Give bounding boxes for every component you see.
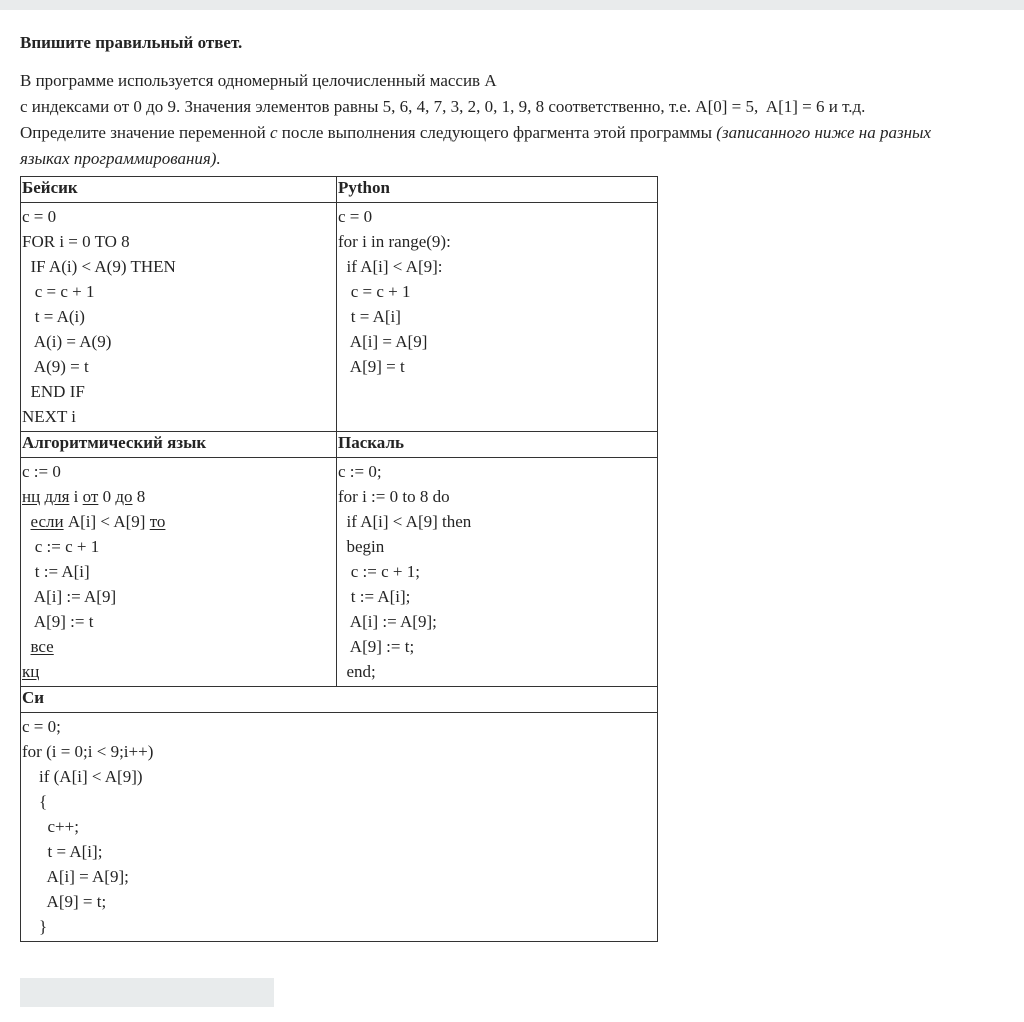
code-line: c := 0	[22, 462, 61, 481]
lang-header-pascal: Паскаль	[337, 432, 658, 458]
code-line: t = A[i]	[338, 307, 401, 326]
variable-name: c	[270, 123, 278, 142]
code-line: FOR i = 0 TO 8	[22, 232, 130, 251]
code-cell-python	[337, 203, 658, 432]
code-line: c = 0;	[22, 717, 61, 736]
code-line: A(i) = A(9)	[22, 332, 112, 351]
code-line: все	[30, 637, 54, 656]
code-line: c = 0	[338, 207, 373, 226]
lang-header-algorithmic: Алгоритмический язык	[21, 432, 337, 458]
table-row	[21, 687, 658, 713]
lang-header-c: Си	[21, 687, 658, 713]
code-line: A[9] = t;	[22, 892, 107, 911]
code-line: если A[i] < A[9] то	[30, 512, 166, 531]
code-line: c = c + 1	[338, 282, 411, 301]
code-line: t := A[i]	[22, 562, 90, 581]
code-line: for (i = 0;i < 9;i++)	[22, 742, 154, 761]
code-line: begin	[338, 537, 385, 556]
table-row	[21, 203, 658, 432]
table-row	[21, 432, 658, 458]
code-table	[20, 176, 658, 942]
table-row	[21, 713, 658, 942]
code-line: A[9] = t	[338, 357, 405, 376]
code-line: {	[22, 792, 48, 811]
code-line: t := A[i];	[338, 587, 411, 606]
code-cell-pascal	[337, 458, 658, 687]
code-line: нц для i от 0 до 8	[22, 487, 146, 506]
code-line: A[9] := t	[22, 612, 94, 631]
code-line: c = 0	[22, 207, 57, 226]
question-text	[20, 68, 1004, 172]
top-bar	[0, 0, 1024, 10]
table-row	[21, 458, 658, 687]
code-line: for i in range(9):	[338, 232, 451, 251]
lang-header-basic: Бейсик	[21, 177, 337, 203]
code-line: END IF	[22, 382, 85, 401]
code-line: A[i] = A[9]	[338, 332, 428, 351]
question-text-line: В программе используется одномерный целочисленный массив A	[20, 71, 497, 90]
code-line: IF A(i) < A(9) THEN	[22, 257, 176, 276]
code-line: t = A[i];	[22, 842, 103, 861]
question-text-line	[20, 120, 1004, 146]
question-prompt: Впишите правильный ответ.	[20, 33, 243, 52]
question-text-line: с индексами от 0 до 9. Значения элементов равны 5, 6, 4, 7, 3, 2, 0, 1, 9, 8 соответственно, т.е. A[0] = 5, A[1] = 6 и т.д.	[20, 97, 866, 116]
code-line: if (A[i] < A[9])	[22, 767, 143, 786]
code-line: c := c + 1	[22, 537, 100, 556]
code-line: t = A(i)	[22, 307, 85, 326]
question-content	[0, 32, 1024, 1007]
code-line: c := 0;	[338, 462, 382, 481]
answer-input[interactable]	[20, 978, 274, 1007]
code-cell-c	[21, 713, 658, 942]
code-line: c = c + 1	[22, 282, 95, 301]
code-line: }	[22, 917, 48, 936]
question-text-note: (записанного ниже на разных	[716, 123, 932, 142]
code-line: A(9) = t	[22, 357, 89, 376]
code-line: кц	[22, 662, 40, 681]
code-cell-algorithmic	[21, 458, 337, 687]
code-line: A[9] := t;	[338, 637, 415, 656]
code-line: A[i] = A[9];	[22, 867, 129, 886]
question-text-note: языках программирования).	[20, 149, 221, 168]
table-row	[21, 177, 658, 203]
code-line: NEXT i	[22, 407, 76, 426]
code-line: if A[i] < A[9] then	[338, 512, 472, 531]
code-line: c++;	[22, 817, 79, 836]
code-cell-basic	[21, 203, 337, 432]
code-line: if A[i] < A[9]:	[338, 257, 443, 276]
code-line: A[i] := A[9]	[22, 587, 117, 606]
lang-header-python: Python	[337, 177, 658, 203]
code-line: end;	[338, 662, 376, 681]
question-text-segment: Определите значение переменной	[20, 123, 270, 142]
code-line: A[i] := A[9];	[338, 612, 437, 631]
code-line: for i := 0 to 8 do	[338, 487, 450, 506]
question-text-segment: после выполнения следующего фрагмента этой программы	[277, 123, 717, 142]
code-line: c := c + 1;	[338, 562, 420, 581]
